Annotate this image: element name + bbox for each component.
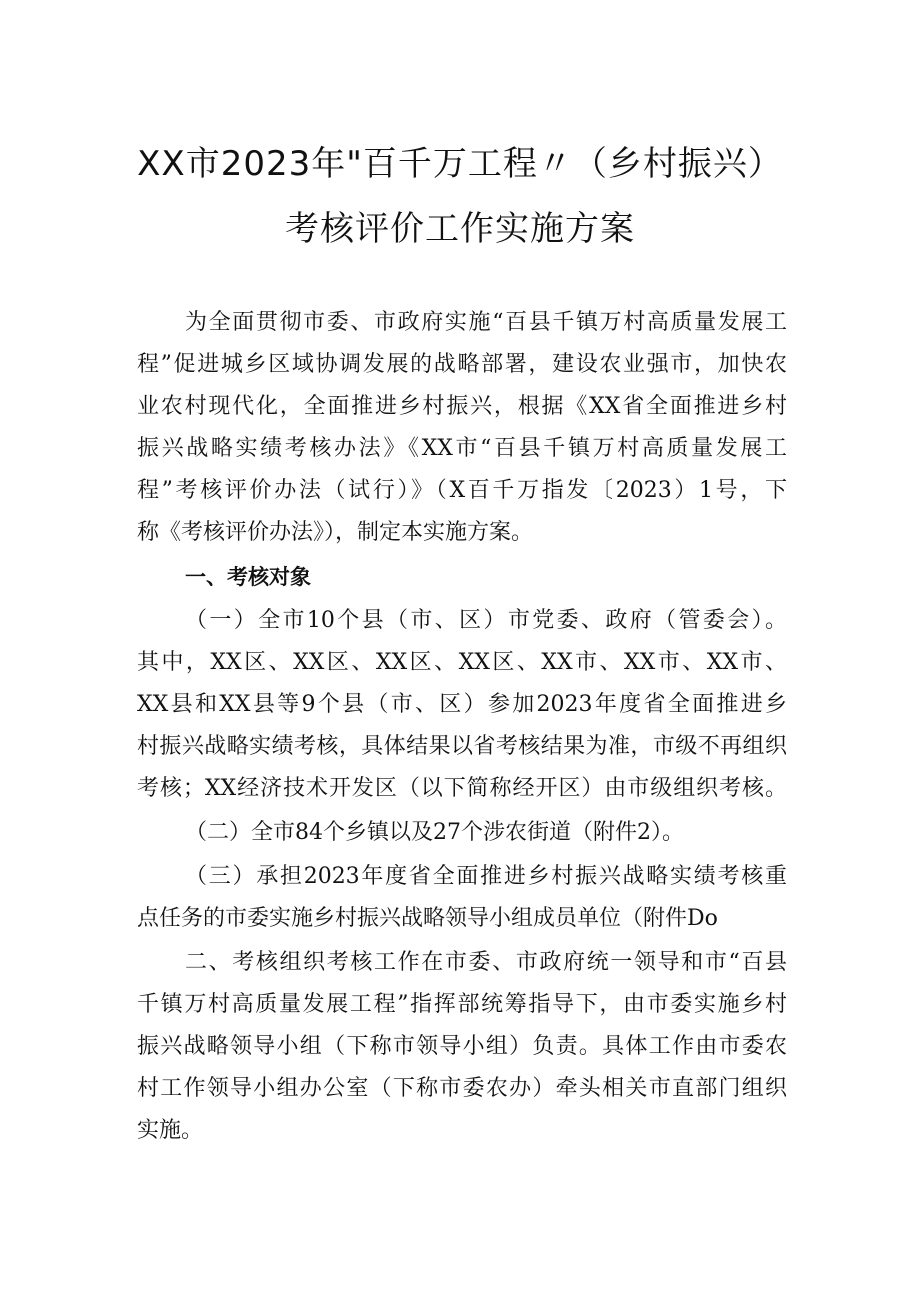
intro-line: 振兴战略实绩考核办法》《XX市“百县千镇万村高质量发展工: [137, 436, 787, 461]
section1-item1-line: 村振兴战略实绩考核，具体结果以省考核结果为准，市级不再组织: [137, 734, 787, 759]
document-title-line-2: 考核评价工作实施方案: [285, 209, 635, 249]
intro-line: 业农村现代化，全面推进乡村振兴，根据《XX省全面推进乡村: [137, 394, 787, 419]
section2-line: 村工作领导小组办公室（下称市委农办）牵头相关市直部门组织: [137, 1076, 787, 1101]
intro-line: 为全面贯彻市委、市政府实施“百县千镇万村高质量发展工: [185, 310, 787, 335]
section1-item1-line: （一）全市10个县（市、区）市党委、政府（管委会）。: [185, 608, 787, 633]
section2-line: 振兴战略领导小组（下称市领导小组）负责。具体工作由市委农: [137, 1034, 787, 1059]
section2-line: 千镇万村高质量发展工程”指挥部统筹指导下，由市委实施乡村: [137, 992, 787, 1017]
section1-item1-line: 其中，XX区、XX区、XX区、XX区、XX市、XX市、XX市、: [137, 650, 787, 675]
intro-line: 称《考核评价办法》），制定本实施方案。: [137, 520, 534, 545]
section2-line: 实施。: [137, 1118, 204, 1143]
document-title-line-1: XX市2023年"百千万工程〃（乡村振兴）: [137, 144, 783, 184]
intro-line: 程”促进城乡区域协调发展的战略部署，建设农业强市，加快农: [137, 352, 787, 377]
section1-item1-line: 考核；XX经济技术开发区（以下简称经开区）由市级组织考核。: [137, 776, 787, 801]
section1-item2-line: （二）全市84个乡镇以及27个涉农街道（附件2）。: [185, 820, 684, 845]
section-heading-assessment-targets: 一、考核对象: [185, 565, 311, 589]
section1-item1-line: XX县和XX县等9个县（市、区）参加2023年度省全面推进乡: [137, 692, 787, 717]
section2-line: 二、考核组织考核工作在市委、市政府统一领导和市“百县: [185, 950, 787, 975]
section1-item3-line: 点任务的市委实施乡村振兴战略领导小组成员单位（附件Do: [137, 906, 718, 931]
section1-item3-line: （三）承担2023年度省全面推进乡村振兴战略实绩考核重: [185, 864, 787, 889]
intro-line: 程”考核评价办法（试行）》（X百千万指发〔2023）1号，下: [137, 478, 787, 503]
